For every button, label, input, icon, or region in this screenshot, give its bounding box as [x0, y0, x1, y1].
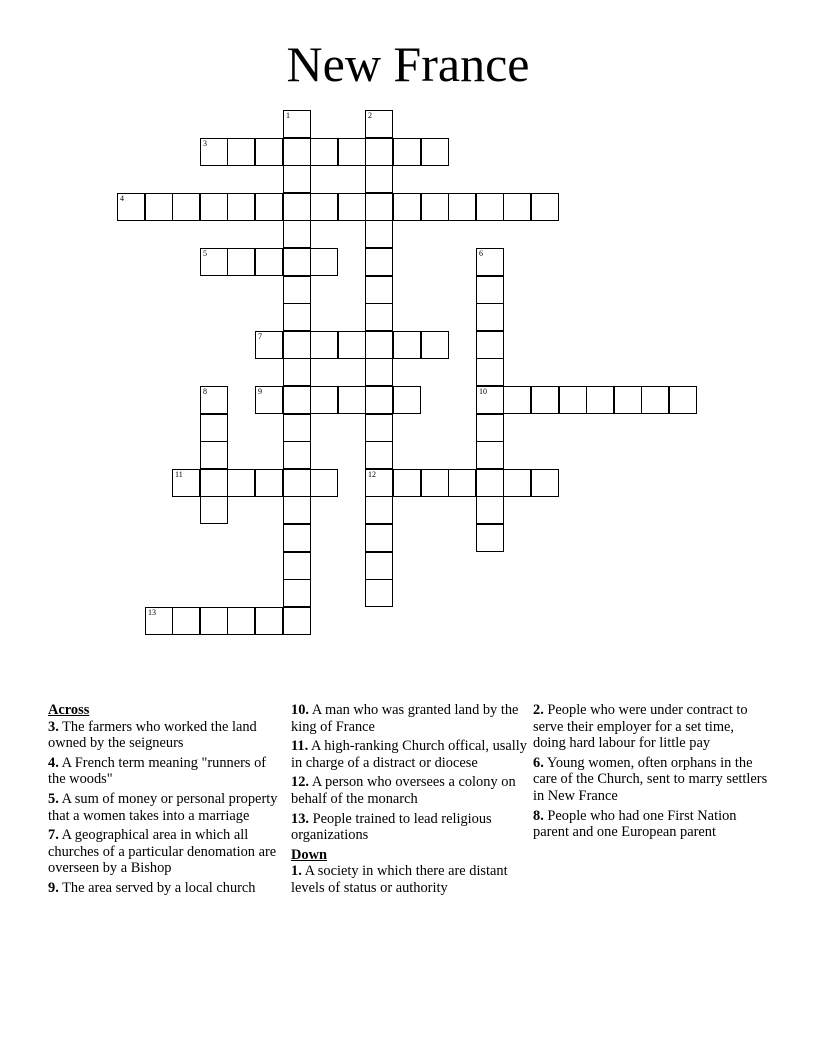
grid-cell[interactable]: [393, 469, 421, 497]
grid-cell[interactable]: [172, 469, 200, 497]
clue-text: A man who was granted land by the king of France: [291, 702, 519, 735]
grid-cell[interactable]: [255, 331, 283, 359]
grid-cell[interactable]: [283, 386, 311, 414]
grid-cell[interactable]: [365, 248, 393, 276]
grid-cell[interactable]: [365, 469, 393, 497]
clue-column-3: [533, 702, 769, 844]
clue-number: 8.: [533, 807, 544, 824]
grid-cell[interactable]: [283, 552, 311, 580]
grid-cell[interactable]: [476, 524, 504, 552]
grid-cell[interactable]: [476, 358, 504, 386]
cell-number: 8: [203, 387, 207, 396]
clue-across-3: [48, 719, 284, 752]
grid-cell[interactable]: [283, 441, 311, 469]
grid-cell[interactable]: [476, 276, 504, 304]
grid-cell[interactable]: [365, 165, 393, 193]
grid-cell[interactable]: [421, 193, 449, 221]
clue-across-4: [48, 755, 284, 788]
down-heading: Down: [291, 846, 327, 863]
grid-cell[interactable]: [200, 386, 228, 414]
grid-cell[interactable]: [283, 303, 311, 331]
grid-cell[interactable]: [476, 193, 504, 221]
clue-number: 3.: [48, 718, 59, 735]
clue-number: 9.: [48, 879, 59, 896]
grid-cell[interactable]: [227, 248, 255, 276]
grid-cell[interactable]: [283, 579, 311, 607]
clue-down-6: [533, 755, 769, 805]
grid-cell[interactable]: [227, 193, 255, 221]
clue-number: 7.: [48, 827, 59, 844]
grid-cell[interactable]: [255, 248, 283, 276]
clue-across-12: [291, 774, 527, 807]
grid-cell[interactable]: [255, 469, 283, 497]
grid-cell[interactable]: [476, 303, 504, 331]
grid-cell[interactable]: [255, 138, 283, 166]
grid-cell[interactable]: [365, 524, 393, 552]
grid-cell[interactable]: [393, 386, 421, 414]
cell-number: 13: [148, 608, 156, 617]
grid-cell[interactable]: [145, 607, 173, 635]
cell-number: 11: [175, 470, 183, 479]
grid-cell[interactable]: [283, 607, 311, 635]
grid-cell[interactable]: [200, 138, 228, 166]
grid-cell[interactable]: [503, 469, 531, 497]
grid-cell[interactable]: [338, 193, 366, 221]
cell-number: 7: [258, 332, 262, 341]
page-title: New France: [286, 36, 530, 92]
grid-cell[interactable]: [393, 138, 421, 166]
grid-cell[interactable]: [586, 386, 614, 414]
grid-cell[interactable]: [669, 386, 697, 414]
cell-number: 9: [258, 387, 262, 396]
cell-number: 4: [120, 194, 124, 203]
grid-cell[interactable]: [476, 496, 504, 524]
clue-text: People who were under contract to serve their employer for a set time, doing hard labour for little pay: [533, 702, 748, 752]
grid-cell[interactable]: [448, 469, 476, 497]
clue-down-1: [291, 863, 527, 896]
clue-column-2: [291, 702, 527, 900]
clue-across-11: [291, 738, 527, 771]
clue-text: A French term meaning "runners of the woods": [48, 754, 267, 788]
clue-text: People trained to lead religious organizations: [291, 810, 492, 844]
grid-cell[interactable]: [200, 469, 228, 497]
grid-cell[interactable]: [227, 469, 255, 497]
grid-cell[interactable]: [338, 386, 366, 414]
grid-cell[interactable]: [476, 441, 504, 469]
grid-cell[interactable]: [200, 248, 228, 276]
grid-cell[interactable]: [559, 386, 587, 414]
clue-number: 13.: [291, 810, 309, 827]
clue-number: 6.: [533, 754, 544, 771]
grid-cell[interactable]: [421, 469, 449, 497]
grid-cell[interactable]: [310, 248, 338, 276]
across-heading: Across: [48, 702, 90, 718]
grid-cell[interactable]: [365, 193, 393, 221]
grid-cell[interactable]: [503, 193, 531, 221]
grid-cell[interactable]: [227, 138, 255, 166]
grid-cell[interactable]: [448, 193, 476, 221]
grid-cell[interactable]: [283, 469, 311, 497]
grid-cell[interactable]: [283, 276, 311, 304]
grid-cell[interactable]: [117, 193, 145, 221]
grid-cell[interactable]: [476, 331, 504, 359]
grid-cell[interactable]: [614, 386, 642, 414]
clue-across-13: [291, 811, 527, 844]
grid-cell[interactable]: [255, 607, 283, 635]
clue-number: 4.: [48, 754, 59, 771]
grid-cell[interactable]: [476, 469, 504, 497]
clue-across-9: [48, 880, 284, 897]
clue-text: A person who oversees a colony on behalf of the monarch: [291, 774, 516, 807]
grid-cell[interactable]: [283, 193, 311, 221]
clue-text: The farmers who worked the land owned by the seigneurs: [48, 718, 257, 752]
cell-number: 12: [368, 470, 376, 479]
clue-text: A sum of money or personal property that a women takes into a marriage: [48, 790, 278, 824]
grid-cell[interactable]: [283, 138, 311, 166]
grid-cell[interactable]: [421, 138, 449, 166]
grid-cell[interactable]: [283, 165, 311, 193]
cell-number: 1: [286, 111, 290, 120]
grid-cell[interactable]: [365, 579, 393, 607]
grid-cell[interactable]: [393, 331, 421, 359]
grid-cell[interactable]: [283, 220, 311, 248]
grid-cell[interactable]: [227, 607, 255, 635]
grid-cell[interactable]: [365, 276, 393, 304]
grid-cell[interactable]: [503, 386, 531, 414]
grid-cell[interactable]: [310, 138, 338, 166]
clue-across-7: [48, 827, 284, 877]
clue-down-2: [533, 702, 769, 752]
grid-cell[interactable]: [365, 110, 393, 138]
grid-cell[interactable]: [338, 331, 366, 359]
grid-cell[interactable]: [365, 303, 393, 331]
clue-across-10: [291, 702, 527, 735]
cell-number: 10: [479, 387, 487, 396]
grid-cell[interactable]: [476, 414, 504, 442]
grid-cell[interactable]: [365, 358, 393, 386]
grid-cell[interactable]: [365, 331, 393, 359]
clue-number: 5.: [48, 790, 59, 807]
clue-text: A high-ranking Church offical, usally in charge of a distract or diocese: [291, 738, 527, 771]
clue-text: A society in which there are distant levels of status or authority: [291, 863, 508, 896]
grid-cell[interactable]: [200, 607, 228, 635]
clue-number: 1.: [291, 863, 302, 880]
grid-cell[interactable]: [200, 193, 228, 221]
clue-number: 10.: [291, 702, 309, 718]
grid-cell[interactable]: [200, 441, 228, 469]
grid-cell[interactable]: [172, 607, 200, 635]
grid-cell[interactable]: [200, 414, 228, 442]
clue-across-5: [48, 791, 284, 824]
grid-cell[interactable]: [283, 414, 311, 442]
clue-number: 12.: [291, 774, 309, 791]
grid-cell[interactable]: [365, 414, 393, 442]
grid-cell[interactable]: [283, 331, 311, 359]
grid-cell[interactable]: [310, 386, 338, 414]
grid-cell[interactable]: [200, 496, 228, 524]
grid-cell[interactable]: [531, 469, 559, 497]
clue-text: The area served by a local church: [62, 879, 256, 896]
clue-number: 11.: [291, 738, 309, 755]
cell-number: 2: [368, 111, 372, 120]
grid-cell[interactable]: [365, 496, 393, 524]
grid-cell[interactable]: [283, 496, 311, 524]
grid-cell[interactable]: [641, 386, 669, 414]
clue-text: Young women, often orphans in the care of the Church, sent to marry settlers in New France: [533, 754, 768, 804]
grid-cell[interactable]: [531, 386, 559, 414]
cell-number: 5: [203, 249, 207, 258]
grid-cell[interactable]: [172, 193, 200, 221]
grid-cell[interactable]: [310, 331, 338, 359]
grid-cell[interactable]: [365, 220, 393, 248]
grid-cell[interactable]: [365, 441, 393, 469]
grid-cell[interactable]: [283, 524, 311, 552]
grid-cell[interactable]: [310, 193, 338, 221]
grid-cell[interactable]: [531, 193, 559, 221]
grid-cell[interactable]: [255, 193, 283, 221]
cell-number: 6: [479, 249, 483, 258]
clue-text: A geographical area in which all churches of a particular denomation are overseen by a Bishop: [48, 827, 277, 877]
clue-number: 2.: [533, 702, 544, 718]
grid-cell[interactable]: [476, 248, 504, 276]
grid-cell[interactable]: [255, 386, 283, 414]
grid-cell[interactable]: [310, 469, 338, 497]
grid-cell[interactable]: [365, 138, 393, 166]
grid-cell[interactable]: [283, 358, 311, 386]
grid-cell[interactable]: [393, 193, 421, 221]
clue-down-8: [533, 808, 769, 841]
grid-cell[interactable]: [365, 552, 393, 580]
clue-column-1: [48, 702, 284, 900]
grid-cell[interactable]: [145, 193, 173, 221]
grid-cell[interactable]: [283, 248, 311, 276]
grid-cell[interactable]: [283, 110, 311, 138]
cell-number: 3: [203, 139, 207, 148]
grid-cell[interactable]: [365, 386, 393, 414]
grid-cell[interactable]: [476, 386, 504, 414]
grid-cell[interactable]: [338, 138, 366, 166]
grid-cell[interactable]: [421, 331, 449, 359]
clue-text: People who had one First Nation parent and one European parent: [533, 807, 737, 841]
